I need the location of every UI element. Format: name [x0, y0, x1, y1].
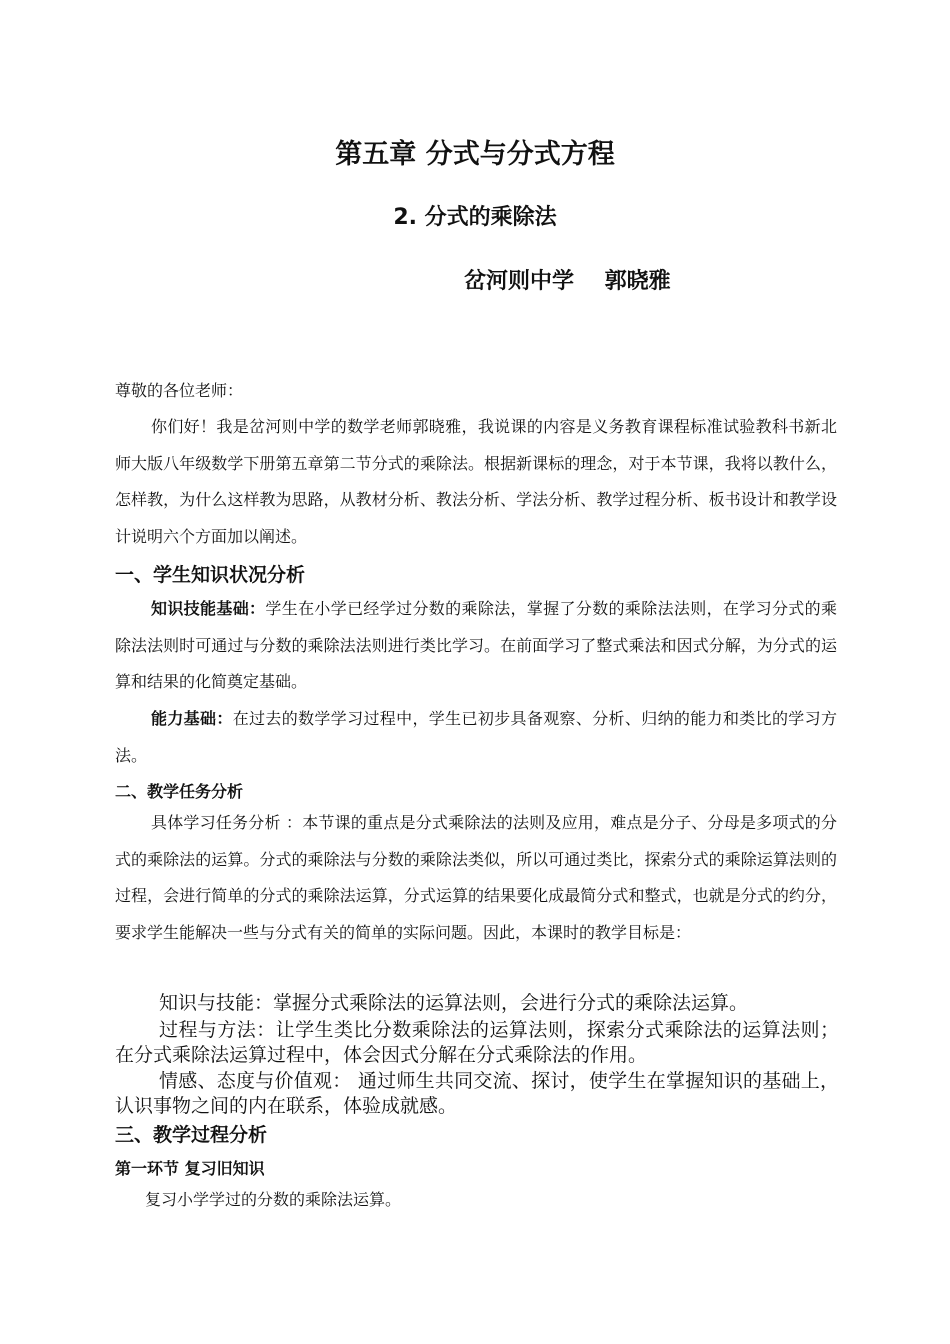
section3-heading: 三、教学过程分析	[115, 1124, 268, 1146]
intro-paragraph: 你们好！我是岔河则中学的数学老师郭晓雅，我说课的内容是义务教育课程标准试验教科书新北师大版八年级数学下册第五章第二节分式的乘除法。根据新课标的理念，对于本节课，我将以教什么，怎样教，为什么这样教为思路，从教材分析、教法分析、学法分析、教学过程分析、板书设计和教学设计说明六个方面加以阐述。	[115, 417, 837, 546]
ability-paragraph	[115, 701, 837, 774]
author-line: 岔河则中学 郭晓雅	[464, 269, 671, 294]
task-analysis-paragraph: 具体学习任务分析 ：本节课的重点是分式乘除法的法则及应用，难点是分子、分母是多项式的分式的乘除法的运算。分式的乘除法与分数的乘除法类似，所以可通过类比，探索分式的乘除运算法则的过程，会进行简单的分式的乘除法运算，分式运算的结果要化成最简分式和整式，也就是分式的约分，要求学生能解决一些与分式有关的简单的实际问题。因此，本课时的教学目标是：	[115, 813, 837, 942]
ability-label: 能力基础：	[151, 709, 233, 728]
chapter-title: 第五章 分式与分式方程	[335, 139, 615, 170]
knowledge-text: 学生在小学已经学过分数的乘除法，掌握了分数的乘除法法则，在学习分式的乘除法法则时可通过与分数的乘除法法则进行类比学习。在前面学习了整式乘法和因式分解，为分式的运算和结果的化简奠定基础。	[115, 599, 837, 691]
knowledge-paragraph	[115, 591, 837, 701]
step1-text: 复习小学学过的分数的乘除法运算。	[145, 1190, 402, 1209]
ability-text: 在过去的数学学习过程中，学生已初步具备观察、分析、归纳的能力和类比的学习方法。	[115, 709, 837, 765]
goal-knowledge: 知识与技能：掌握分式乘除法的运算法则，会进行分式的乘除法运算。	[159, 992, 749, 1014]
step1-heading: 第一环节 复习旧知识	[115, 1159, 265, 1178]
goal-emotion: 情感、态度与价值观： 通过师生共同交流、探讨，使学生在掌握知识的基础上，认识事物之间的内在联系，体验成就感。	[115, 1070, 839, 1117]
section2-heading: 二、教学任务分析	[115, 782, 244, 801]
greeting: 尊敬的各位老师：	[115, 381, 244, 400]
knowledge-label: 知识技能基础：	[151, 599, 266, 618]
section-title: 2. 分式的乘除法	[393, 205, 557, 230]
section1-heading: 一、学生知识状况分析	[115, 564, 306, 586]
goal-process: 过程与方法：让学生类比分数乘除法的运算法则，探索分式乘除法的运算法则；在分式乘除法运算过程中，体会因式分解在分式乘除法的作用。	[115, 1019, 839, 1066]
